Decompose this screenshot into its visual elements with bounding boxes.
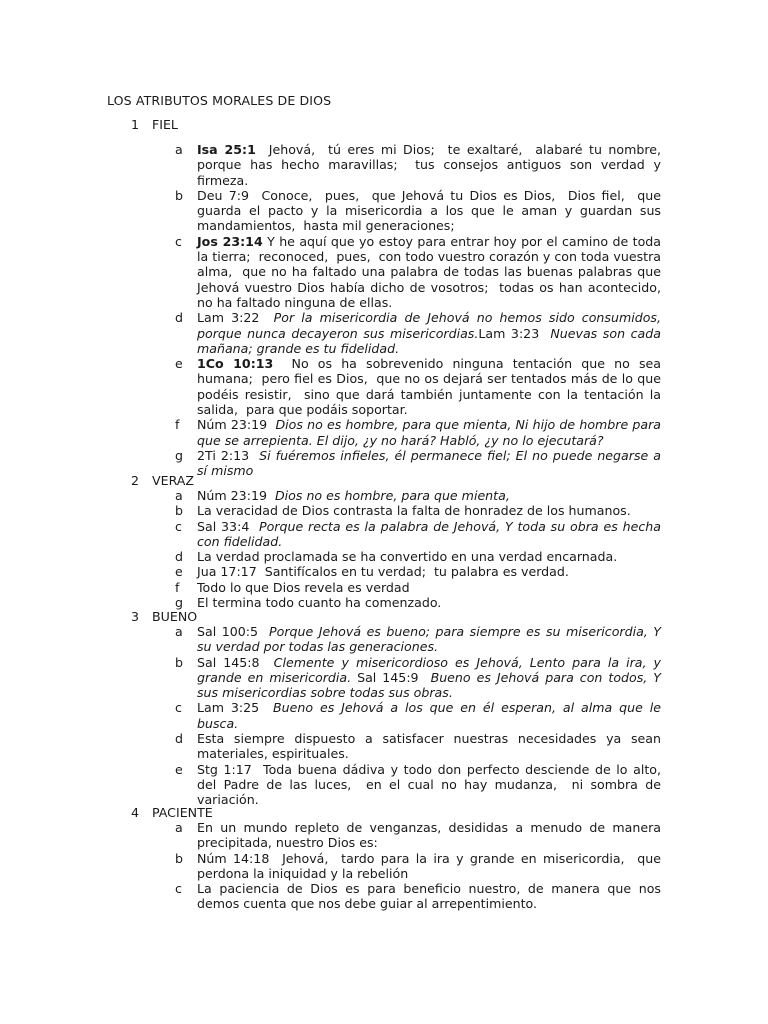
list-item — [175, 700, 661, 731]
section-number: 3 — [131, 609, 140, 624]
item-body: Esta siempre dispuesto a satisfacer nuestras necesidades ya sean materiales, espirituales. — [197, 731, 666, 762]
section-number: 2 — [131, 473, 140, 488]
item-body — [249, 519, 259, 534]
item-letter: d — [175, 549, 183, 565]
item-text — [197, 564, 661, 579]
scripture-reference: Sal 100:5 — [197, 624, 259, 639]
scripture-reference: Lam 3:22 — [197, 310, 260, 326]
scripture-reference: Sal 145:8 — [197, 654, 260, 670]
item-body: La veracidad de Dios contrasta la falta de honradez de los humanos. — [197, 503, 631, 519]
list-item — [175, 655, 661, 701]
scripture-quote: Si fuéremos infieles, él permanece fiel; El no puede negarse a sí mismo — [197, 447, 661, 479]
section-number: 1 — [131, 117, 140, 132]
list-item — [175, 187, 666, 234]
item-text — [197, 519, 661, 550]
item-body: Jehová, tardo para la ira y grande en misericordia, que perdona la iniquidad y la rebelión — [197, 850, 666, 881]
scripture-reference: Núm 14:18 — [197, 850, 270, 866]
scripture-reference: Sal 145:9 — [351, 669, 431, 685]
item-letter: g — [175, 447, 183, 463]
item-body — [249, 448, 259, 463]
scripture-quote: Clemente y misericordioso es Jehová, Lento para la ira, y grande en misericordia. — [197, 654, 661, 685]
scripture-reference: Sal 33:4 — [197, 518, 250, 534]
scripture-quote: Bueno es Jehová a los que en él esperan, al alma que le busca. — [197, 700, 661, 731]
item-text — [197, 187, 666, 234]
section-label: PACIENTE — [152, 805, 213, 820]
item-letter: c — [175, 233, 182, 249]
item-body: Y he aquí que yo estoy para entrar hoy por el camino de toda la tierra; reconoced, pues, con todo vuestro corazón y con toda vuestra alma, que no ha faltado una palabra de todas las buenas palabras que Jehová vuestro Dios había dicho de vosotros; todas os han acontecido, no ha faltado ninguna de ellas. — [197, 233, 666, 310]
scripture-reference: Stg 1:17 — [197, 761, 252, 777]
item-text — [197, 503, 661, 518]
scripture-quote: Porque Jehová es bueno; para siempre es su misericordia, Y su verdad por todas las generaciones. — [197, 624, 661, 655]
scripture-reference: Isa 25:1 — [197, 142, 256, 157]
list-item — [175, 580, 661, 595]
item-body: La paciencia de Dios es para beneficio nuestro, de manera que nos demos cuenta que nos debe guiar al arrepentimiento. — [197, 881, 666, 912]
item-text — [197, 142, 666, 188]
item-body — [260, 655, 274, 670]
scripture-reference: Lam 3:25 — [197, 700, 260, 716]
section-label: BUENO — [152, 609, 198, 624]
scripture-reference: Núm 23:19 — [197, 417, 268, 433]
item-text — [197, 624, 661, 655]
item-letter: a — [175, 488, 183, 503]
item-body: Todo lo que Dios revela es verdad — [197, 579, 410, 595]
item-letter: b — [175, 503, 183, 519]
item-letter: b — [175, 654, 183, 670]
list-item — [175, 488, 661, 503]
item-text — [197, 700, 661, 731]
list-item — [175, 820, 666, 851]
item-letter: a — [175, 820, 183, 835]
item-letter: f — [175, 579, 180, 595]
item-letter: b — [175, 187, 183, 203]
item-letter: c — [175, 700, 182, 716]
list-item — [175, 564, 661, 579]
list-item — [175, 731, 666, 762]
scripture-quote: Dios no es hombre, para que mienta, Ni hijo de hombre para que se arrepienta. El dijo, ¿y no hará? Habló, ¿y no lo ejecutará? — [197, 417, 661, 448]
item-body — [258, 624, 269, 639]
item-body: En un mundo repleto de venganzas, desididas a menudo de manera precipitada, nuestro Dios es: — [197, 820, 666, 851]
scripture-quote: Bueno es Jehová para con todos, Y sus misericordias sobre todas sus obras. — [197, 669, 661, 701]
scripture-reference: 2Ti 2:13 — [197, 447, 250, 463]
scripture-reference: Jua 17:17 — [197, 564, 257, 580]
list-item — [175, 519, 661, 550]
section-label: VERAZ — [152, 473, 195, 488]
scripture-reference: Lam 3:23 — [478, 325, 551, 341]
item-text — [197, 761, 666, 808]
list-item — [175, 448, 661, 479]
item-text — [197, 233, 666, 310]
item-text — [197, 549, 661, 564]
list-item — [175, 503, 661, 518]
list-item — [175, 549, 661, 564]
item-body: La verdad proclamada se ha convertido en una verdad encarnada. — [197, 549, 618, 565]
item-body: Conoce, pues, que Jehová tu Dios es Dios, Dios fiel, que guarda el pacto y la misericordia a los que le aman y guardan sus mandamientos, hasta mil generaciones; — [197, 187, 666, 234]
item-text — [197, 850, 666, 882]
list-item — [175, 595, 661, 610]
section-bueno-items — [175, 624, 666, 808]
section-veraz-items — [175, 488, 661, 610]
section-number: 4 — [131, 805, 140, 820]
item-letter: g — [175, 595, 183, 611]
item-letter: c — [175, 881, 182, 897]
list-item — [175, 356, 666, 418]
item-letter: e — [175, 761, 183, 777]
item-text — [197, 310, 661, 356]
scripture-quote: Porque recta es la palabra de Jehová, Y toda su obra es hecha con fidelidad. — [197, 518, 661, 549]
item-letter: a — [175, 142, 183, 157]
scripture-quote: Dios no es hombre, para que mienta, — [274, 488, 510, 503]
item-text — [197, 417, 661, 448]
item-text — [197, 881, 666, 912]
item-body: El termina todo cuanto ha comenzado. — [197, 595, 442, 611]
list-item — [175, 761, 666, 808]
list-item — [175, 233, 666, 310]
item-text — [197, 731, 666, 762]
section-paciente-items — [175, 820, 666, 912]
section-fiel-items — [175, 142, 666, 479]
item-letter: f — [175, 417, 180, 433]
section-label: FIEL — [152, 117, 178, 132]
scripture-quote: Por la misericordia de Jehová no hemos sido consumidos, porque nunca decayeron sus misericordias. — [197, 310, 661, 341]
item-text — [197, 448, 661, 479]
item-body — [259, 700, 273, 715]
item-letter: d — [175, 731, 183, 747]
item-body: No os ha sobrevenido ninguna tentación que no sea humana; pero fiel es Dios, que no os dejará ser tentados más de lo que podéis resistir, sino que dará también juntamente con la tentación la salida, para que podáis soportar. — [197, 356, 666, 418]
item-body — [259, 310, 273, 325]
list-item — [175, 310, 661, 356]
scripture-reference: Jos 23:14 — [197, 233, 263, 249]
item-letter: e — [175, 564, 183, 580]
item-body: Toda buena dádiva y todo don perfecto desciende de lo alto, del Padre de las luces, en el cual no hay mudanza, ni sombra de variación. — [197, 761, 666, 808]
item-text — [197, 655, 661, 701]
item-text — [197, 595, 661, 610]
item-text — [197, 580, 661, 595]
document-title: LOS ATRIBUTOS MORALES DE DIOS — [107, 93, 332, 108]
list-item — [175, 417, 661, 448]
list-item — [175, 881, 666, 912]
item-letter: e — [175, 356, 183, 372]
item-letter: d — [175, 310, 183, 326]
item-letter: b — [175, 850, 183, 866]
item-body: Santifícalos en tu verdad; tu palabra es verdad. — [256, 564, 569, 580]
list-item — [175, 850, 666, 882]
item-letter: a — [175, 624, 183, 639]
list-item — [175, 142, 666, 188]
item-body — [267, 488, 275, 503]
list-item — [175, 624, 661, 655]
scripture-reference: Núm 23:19 — [197, 488, 267, 503]
item-text — [197, 488, 661, 503]
scripture-reference: Deu 7:9 — [197, 187, 249, 203]
item-text — [197, 820, 666, 851]
item-text — [197, 356, 666, 418]
item-body: Jehová, tú eres mi Dios; te exaltaré, alabaré tu nombre, porque has hecho maravillas; tus consejos antiguos son verdad y firmeza. — [197, 142, 666, 188]
scripture-reference: 1Co 10:13 — [197, 356, 274, 372]
item-letter: c — [175, 518, 182, 534]
scripture-quote: Nuevas son cada mañana; grande es tu fidelidad. — [197, 325, 661, 356]
